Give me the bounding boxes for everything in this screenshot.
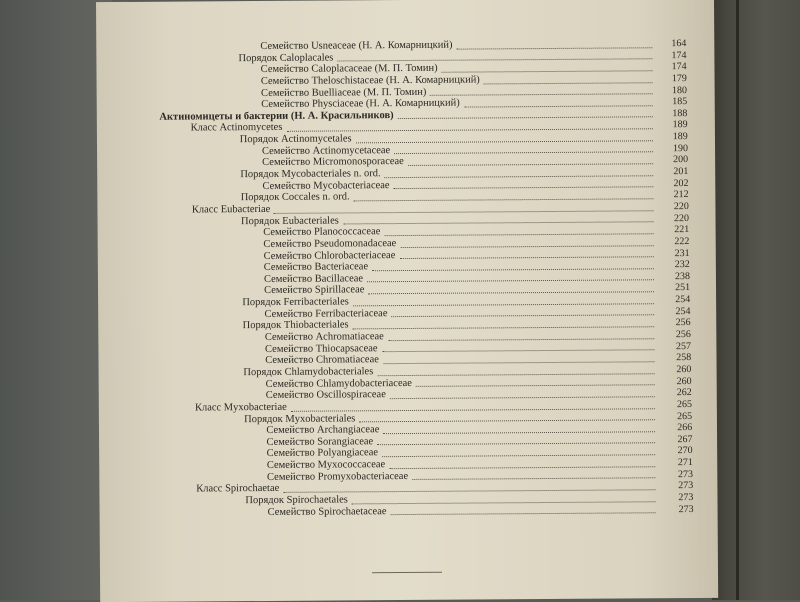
footer-rule <box>372 572 442 573</box>
toc-entry-title: Семейство Caloplacaceae (М. П. Томин) <box>260 63 438 76</box>
toc-entry-title: Семейство Promyxobacteriaceae <box>266 470 409 483</box>
toc-page-number: 256 <box>675 317 691 329</box>
toc-page-number: 256 <box>675 329 691 341</box>
toc-entry-title: Семейство Physciaceae (Н. А. Комарницкий) <box>261 97 460 111</box>
toc-entry-title: Семейство Actinomycetaceae <box>261 144 391 157</box>
toc-entry-title: Семейство Myxococcaceae <box>266 459 386 472</box>
background-book-edge <box>712 0 800 600</box>
toc-page-number: 265 <box>677 410 693 422</box>
toc-entry-title: Семейство Archangiaceae <box>266 424 380 437</box>
toc-entry-title: Семейство Micromonosporaceae <box>262 156 404 169</box>
toc-entry-title: Порядок Caloplacales <box>238 52 334 64</box>
toc-entry-title: Семейство Chromatiaceae <box>265 354 379 367</box>
toc-page-number: 238 <box>674 270 690 282</box>
toc-entry-title: Семейство Planococcaceae <box>263 226 381 239</box>
book-page <box>96 0 718 602</box>
toc-page-number: 258 <box>676 352 692 364</box>
toc-entry-title: Семейство Achromatiaceae <box>264 331 384 344</box>
toc-entry-title: Порядок Mycobacteriales n. ord. <box>240 168 381 181</box>
toc-entry-title: Порядок Ferribacteriales <box>242 296 349 309</box>
toc-entry-title: Класс Eubacteriae <box>191 203 271 216</box>
toc-entry-title: Актиномицеты и бактерии (Н. А. Красильников) <box>159 109 394 123</box>
toc-page-number: 254 <box>675 294 691 306</box>
toc-page-number: 174 <box>671 49 687 61</box>
toc-entry-title: Порядок Eubacteriales <box>241 215 339 227</box>
toc-page-number: 189 <box>672 131 688 143</box>
toc-page-number: 265 <box>676 398 692 410</box>
toc-page-number: 180 <box>671 84 688 96</box>
toc-entry-title: Семейство Oscillospiraceae <box>265 389 386 402</box>
toc-entry-title: Семейство Mycobacteriaceae <box>262 179 390 192</box>
toc-page-number: 174 <box>671 61 687 73</box>
toc-entry-title: Класс Actinomycetes <box>190 122 283 134</box>
toc-entry-title: Порядок Myxobacteriales <box>244 412 356 425</box>
toc-entry-title: Семейство Chlamydobacteriaceae <box>265 377 412 390</box>
toc-page-number: 267 <box>677 433 693 445</box>
toc-page-number: 273 <box>678 491 694 504</box>
toc-page-number: 220 <box>673 212 690 224</box>
toc-page-number: 273 <box>677 468 694 480</box>
toc-page-number: 201 <box>673 166 689 178</box>
toc-page-number: 185 <box>672 96 688 108</box>
toc-entry-title: Семейство Thiocapsaceae <box>264 342 378 355</box>
toc-entry-title: Класс Spirochaetae <box>196 483 280 495</box>
toc-page-number: 262 <box>676 387 692 399</box>
toc-entry-title: Семейство Chlorobacteriaceae <box>263 249 396 262</box>
toc-page-number: 164 <box>671 38 687 50</box>
toc-entry-title: Семейство Polyangiaceae <box>266 447 379 460</box>
toc-page-number: 271 <box>677 457 693 469</box>
toc-page-number: 212 <box>673 189 689 201</box>
toc-page-number: 189 <box>672 119 688 131</box>
toc-page-number: 273 <box>678 480 694 492</box>
toc-entry-title: Семейство Buelliaceae (М. П. Томин) <box>260 86 427 99</box>
toc-page-number: 188 <box>672 107 688 119</box>
toc-page-number: 222 <box>674 235 690 248</box>
toc-page-number: 220 <box>673 200 689 213</box>
toc-page-number: 202 <box>673 177 689 189</box>
toc-page-number: 200 <box>673 154 689 166</box>
background-left <box>0 0 112 600</box>
toc-entry-title: Семейство Spirochaetaceae <box>267 505 387 518</box>
toc-entry-title: Семейство Ferribacteriaceae <box>264 307 388 320</box>
toc-page-number: 260 <box>676 363 692 376</box>
toc-entry-title: Семейство Bacteriaceae <box>263 261 369 274</box>
toc-page-number: 257 <box>675 340 692 352</box>
toc-entry-title: Семейство Theloschistaceae (Н. А. Комарницкий) <box>260 74 480 87</box>
toc-page-number: 221 <box>674 224 690 236</box>
table-of-contents <box>96 38 717 520</box>
toc-page-number: 266 <box>677 422 693 434</box>
toc-entry-title: Семейство Bacillaceae <box>263 273 364 285</box>
toc-entry-title: Порядок Spirochaetales <box>245 494 348 507</box>
toc-page-number: 254 <box>675 305 691 317</box>
toc-entry-title: Класс Myxobacteriae <box>194 401 287 414</box>
toc-page-number: 179 <box>671 72 687 85</box>
toc-page-number: 270 <box>677 445 693 457</box>
book-spine-shadow <box>736 0 739 600</box>
toc-page-number: 251 <box>675 282 691 294</box>
toc-entry-title: Семейство Usneaceae (Н. А. Комарницкий) <box>260 39 453 53</box>
toc-entry-title: Семейство Pseudomonadaceae <box>263 237 397 250</box>
toc-entry-title: Семейство Sorangiaceae <box>266 436 374 448</box>
toc-page-number: 231 <box>674 247 690 259</box>
toc-entry-title: Порядок Thiobacteriales <box>242 319 349 332</box>
toc-entry-title: Порядок Chlamydobacteriales <box>243 366 374 379</box>
toc-page-number: 273 <box>678 503 694 515</box>
toc-page-number: 260 <box>676 375 692 387</box>
toc-entry-title: Семейство Spirillaceae <box>264 284 365 297</box>
dot-leader <box>391 501 656 515</box>
toc-page-number: 232 <box>674 259 690 271</box>
toc-entry-title: Порядок Coccales n. ord. <box>240 191 350 204</box>
toc-page-number: 190 <box>672 142 688 154</box>
toc-entry-title: Порядок Actinomycetales <box>239 133 352 146</box>
